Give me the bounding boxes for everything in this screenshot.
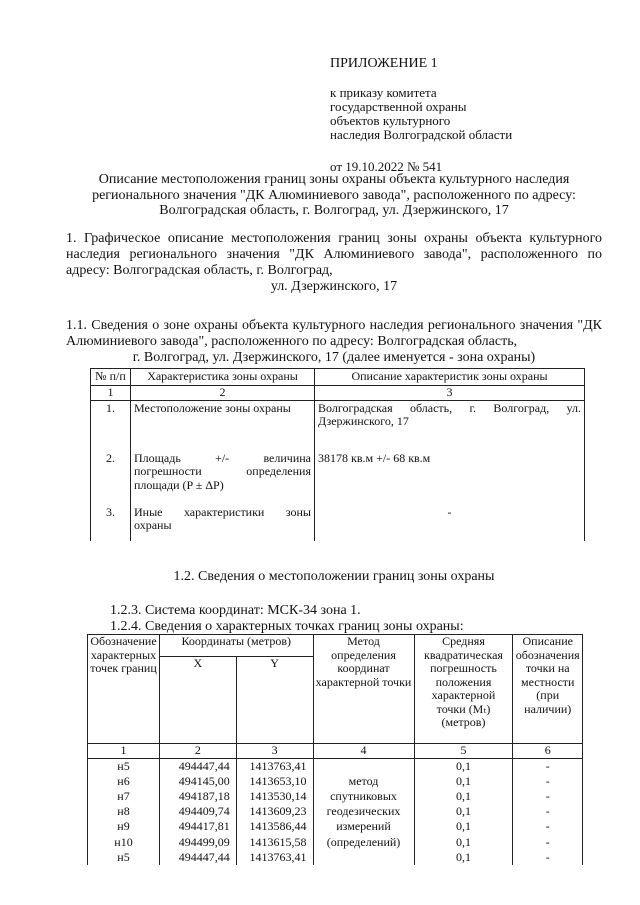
table2-colnum: 3 xyxy=(236,744,313,759)
table1-header-num: № п/п xyxy=(91,369,131,386)
table2-x: 494409,74 xyxy=(160,804,237,819)
table2-colnum: 2 xyxy=(160,744,237,759)
table2-header-descr: Описание обозначения точки на местности (при наличии) xyxy=(513,635,583,744)
table2-error: 0,1 xyxy=(414,835,513,850)
table1-char: Иные характеристики зоны охраны xyxy=(131,505,315,541)
appendix-line: к приказу комитета xyxy=(330,85,437,101)
table2-colnum: 5 xyxy=(414,744,513,759)
table1-desc: Волгоградская область, г. Волгоград, ул. Дзержинского, 17 xyxy=(315,400,585,451)
table2-descr: - xyxy=(513,819,583,834)
table1-colnum: 2 xyxy=(131,385,315,400)
table2-y: 1413609,23 xyxy=(236,804,313,819)
appendix-block xyxy=(330,56,610,175)
table-row xyxy=(91,451,585,505)
table2-point: н9 xyxy=(88,819,160,834)
table2-header-coords: Координаты (метров) xyxy=(160,635,314,657)
table2-method xyxy=(313,758,414,865)
table1-num: 1. xyxy=(91,400,131,451)
section-1-2-3: 1.2.3. Система координат: МСК-34 зона 1. xyxy=(110,603,361,618)
table1-char: Площадь +/- величина погрешности определения площади (P ± ΔP) xyxy=(131,451,315,505)
appendix-line: наследия Волгоградской области xyxy=(330,127,513,143)
table1-num: 3. xyxy=(91,505,131,541)
section-1-1 xyxy=(66,318,602,366)
boundary-points-table xyxy=(87,634,583,865)
table2-y: 1413763,41 xyxy=(236,758,313,774)
table2-point: н7 xyxy=(88,789,160,804)
table1-char: Местоположение зоны охраны xyxy=(131,400,315,451)
table2-colnum: 1 xyxy=(88,744,160,759)
table1-colnum: 1 xyxy=(91,385,131,400)
table1-header-desc: Описание характеристик зоны охраны xyxy=(315,369,585,386)
table1-header-char: Характеристика зоны охраны xyxy=(131,369,315,386)
section-1-text: 1. Графическое описание местоположения границ зоны охраны объекта культурного наследия регионального значения "ДК Алюминиевого завода", расположенного по адресу: Волгоградская область, г. Волгоград, xyxy=(66,231,602,278)
table2-x: 494187,18 xyxy=(160,789,237,804)
table1-num: 2. xyxy=(91,451,131,505)
table1-desc: 38178 кв.м +/- 68 кв.м xyxy=(315,451,585,505)
table2-x: 494417,81 xyxy=(160,819,237,834)
table-row xyxy=(91,400,585,451)
table1-colnum: 3 xyxy=(315,385,585,400)
table2-y: 1413653,10 xyxy=(236,774,313,789)
table2-header-x: X xyxy=(160,657,237,744)
table2-x: 494499,09 xyxy=(160,835,237,850)
section-1-2-4: 1.2.4. Сведения о характерных точках границ зоны охраны: xyxy=(110,619,464,634)
table2-descr: - xyxy=(513,774,583,789)
table2-y: 1413586,44 xyxy=(236,819,313,834)
table2-colnum: 6 xyxy=(513,744,583,759)
document-title-line: Описание местоположения границ зоны охраны объекта культурного наследия xyxy=(98,172,570,187)
table2-point: н5 xyxy=(88,758,160,774)
table2-header-y: Y xyxy=(236,657,313,744)
document-title xyxy=(66,172,602,219)
table2-point: н8 xyxy=(88,804,160,819)
table2-x: 494145,00 xyxy=(160,774,237,789)
table2-descr: - xyxy=(513,804,583,819)
document-title-line: Волгоградская область, г. Волгоград, ул. Дзержинского, 17 xyxy=(159,203,509,218)
table2-header-point: Обозначение характерных точек границ xyxy=(88,635,160,744)
table2-error: 0,1 xyxy=(414,804,513,819)
table2-method-line: (определений) xyxy=(326,834,401,849)
zone-characteristics-table xyxy=(90,368,585,541)
table2-error: 0,1 xyxy=(414,758,513,774)
table2-x: 494447,44 xyxy=(160,850,237,865)
section-1-1-tail: г. Волгоград, ул. Дзержинского, 17 (далее именуется - зона охраны) xyxy=(132,350,536,365)
table2-descr: - xyxy=(513,835,583,850)
table2-error: 0,1 xyxy=(414,850,513,865)
table2-error: 0,1 xyxy=(414,789,513,804)
table2-method-line: измерений xyxy=(336,819,391,834)
table2-error: 0,1 xyxy=(414,819,513,834)
document-title-line: регионального значения "ДК Алюминиевого завода", расположенного по адресу: xyxy=(92,187,576,203)
table2-descr: - xyxy=(513,850,583,865)
table2-x: 494447,44 xyxy=(160,758,237,774)
section-1-2-heading: 1.2. Сведения о местоположении границ зоны охраны xyxy=(173,569,495,584)
table2-colnum: 4 xyxy=(313,744,414,759)
table-row xyxy=(91,505,585,541)
table-row xyxy=(88,758,583,774)
table2-header-method: Метод определения координат характерной точки xyxy=(313,635,414,744)
table2-header-error: Средняя квадратическая погрешность положения характерной точки (Mₜ) (метров) xyxy=(414,635,513,744)
table2-point: н6 xyxy=(88,774,160,789)
section-1-tail: ул. Дзержинского, 17 xyxy=(270,279,398,294)
appendix-date: от 19.10.2022 № 541 xyxy=(330,159,443,175)
section-1 xyxy=(66,231,602,295)
table2-method-line: метод xyxy=(348,773,379,788)
table2-y: 1413530,14 xyxy=(236,789,313,804)
table1-desc: - xyxy=(315,505,585,541)
table2-y: 1413763,41 xyxy=(236,850,313,865)
table2-descr: - xyxy=(513,758,583,774)
appendix-line: объектов культурного xyxy=(330,113,451,129)
appendix-line: государственной охраны xyxy=(330,99,467,115)
table2-descr: - xyxy=(513,789,583,804)
table2-method-line: геодезических xyxy=(326,804,401,819)
table2-point: н5 xyxy=(88,850,160,865)
table2-error: 0,1 xyxy=(414,774,513,789)
table2-point: н10 xyxy=(88,835,160,850)
table2-method-line: спутниковых xyxy=(330,788,397,803)
section-1-1-text: 1.1. Сведения о зоне охраны объекта культурного наследия регионального значения "ДК Алюминиевого завода", расположенного по адресу: Волгоградская область, xyxy=(66,318,602,349)
appendix-title: ПРИЛОЖЕНИЕ 1 xyxy=(330,56,438,71)
table2-y: 1413615,58 xyxy=(236,835,313,850)
